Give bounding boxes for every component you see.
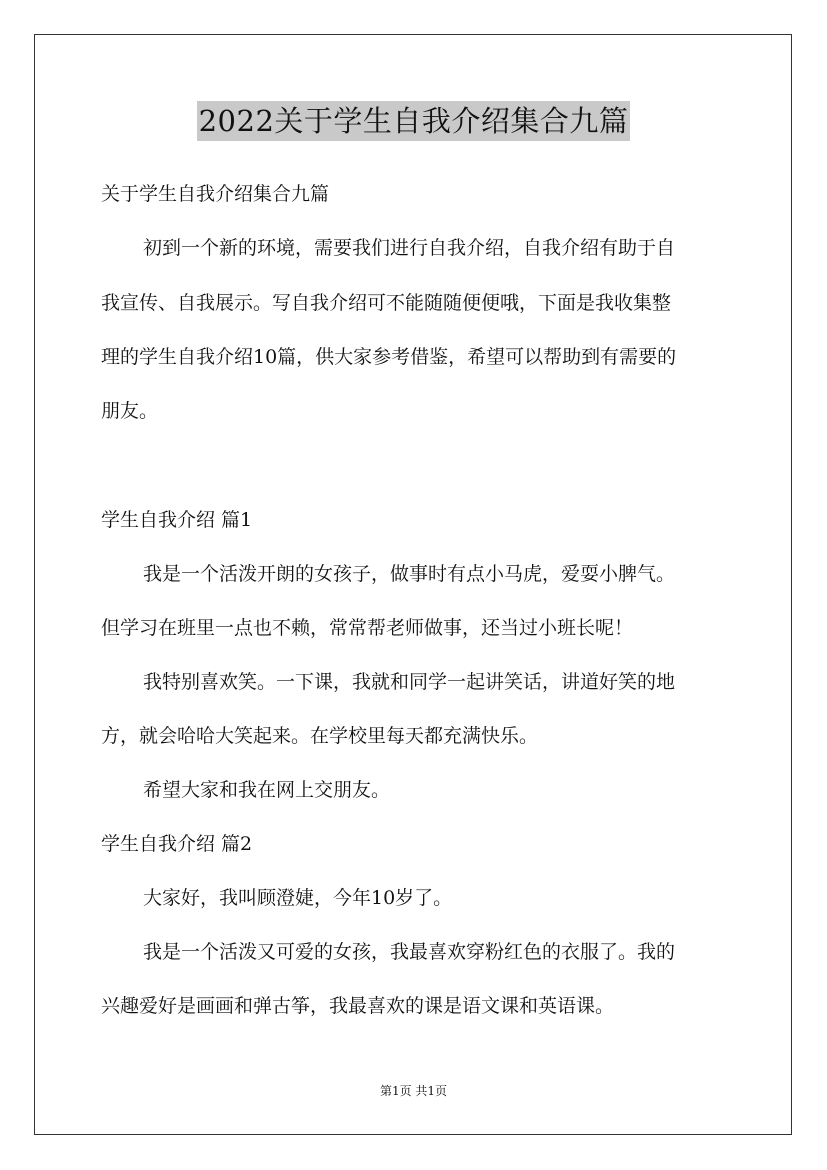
paragraph-line: 初到一个新的环境，需要我们进行自我介绍，自我介绍有助于自 (143, 237, 676, 259)
title-container (0, 101, 827, 141)
subtitle-line: 关于学生自我介绍集合九篇 (101, 183, 330, 205)
paragraph-line: 我是一个活泼又可爱的女孩，我最喜欢穿粉红色的衣服了。我的 (143, 941, 676, 963)
paragraph-line: 但学习在班里一点也不赖，常常帮老师做事，还当过小班长呢！ (101, 617, 634, 639)
section-heading: 学生自我介绍 篇2 (101, 833, 253, 855)
paragraph-line: 希望大家和我在网上交朋友。 (143, 779, 391, 801)
paragraph-line: 我是一个活泼开朗的女孩子，做事时有点小马虎，爱耍小脾气。 (143, 563, 676, 585)
paragraph-line: 方，就会哈哈大笑起来。在学校里每天都充满快乐。 (101, 725, 539, 747)
paragraph-line: 我特别喜欢笑。一下课，我就和同学一起讲笑话，讲道好笑的地 (143, 671, 676, 693)
section-heading: 学生自我介绍 篇1 (101, 509, 253, 531)
page-footer: 第1页 共1页 (379, 1084, 448, 1098)
paragraph-line: 兴趣爱好是画画和弹古筝，我最喜欢的课是语文课和英语课。 (101, 995, 615, 1017)
document-title: 2022关于学生自我介绍集合九篇 (197, 101, 631, 141)
paragraph-line: 朋友。 (101, 400, 159, 422)
paragraph-line: 大家好，我叫顾澄婕，今年10岁了。 (143, 887, 453, 909)
paragraph-line: 我宣传、自我展示。写自我介绍可不能随随便便哦，下面是我收集整 (101, 292, 672, 314)
paragraph-line: 理的学生自我介绍10篇，供大家参考借鉴，希望可以帮助到有需要的 (101, 346, 677, 368)
